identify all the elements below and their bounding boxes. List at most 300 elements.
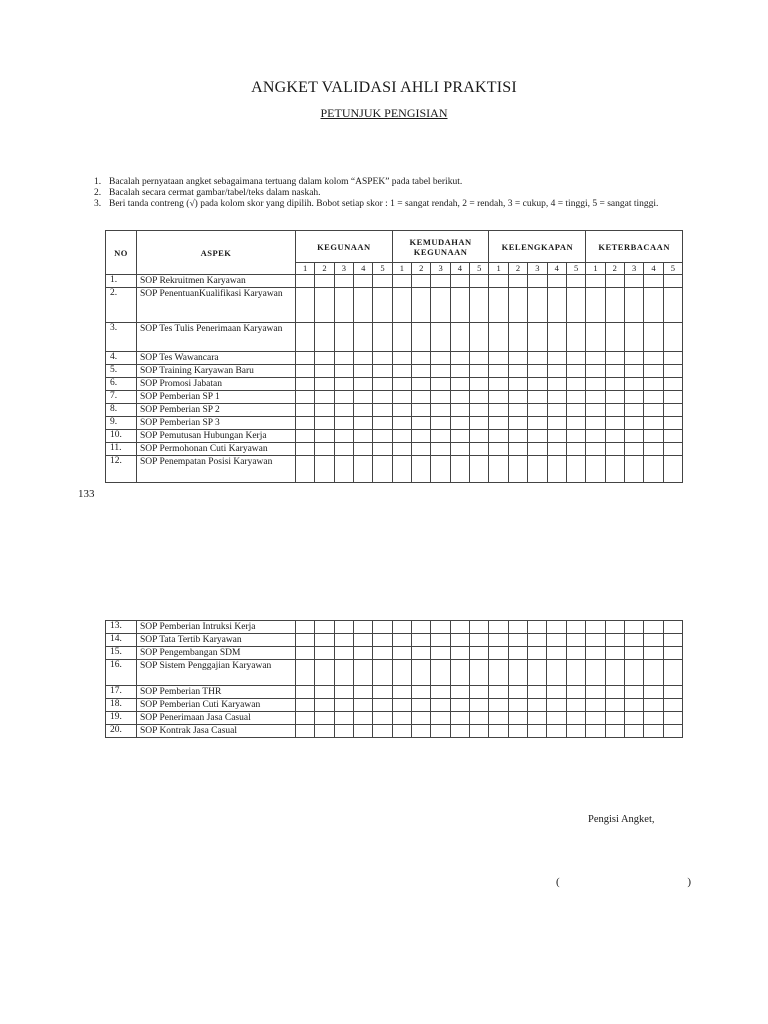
score-checkbox-cell[interactable]: [373, 365, 392, 378]
score-checkbox-cell[interactable]: [605, 456, 624, 483]
score-checkbox-cell[interactable]: [644, 288, 663, 323]
score-checkbox-cell[interactable]: [334, 456, 353, 483]
score-checkbox-cell[interactable]: [586, 621, 605, 634]
score-checkbox-cell[interactable]: [392, 430, 411, 443]
score-checkbox-cell[interactable]: [605, 378, 624, 391]
score-checkbox-cell[interactable]: [470, 699, 489, 712]
score-checkbox-cell[interactable]: [547, 660, 566, 686]
score-checkbox-cell[interactable]: [489, 404, 508, 417]
score-checkbox-cell[interactable]: [354, 443, 373, 456]
score-checkbox-cell[interactable]: [644, 686, 663, 699]
score-checkbox-cell[interactable]: [354, 288, 373, 323]
score-checkbox-cell[interactable]: [450, 323, 469, 352]
score-checkbox-cell[interactable]: [663, 323, 682, 352]
score-checkbox-cell[interactable]: [624, 288, 643, 323]
score-checkbox-cell[interactable]: [431, 686, 450, 699]
score-checkbox-cell[interactable]: [470, 404, 489, 417]
score-checkbox-cell[interactable]: [450, 634, 469, 647]
score-checkbox-cell[interactable]: [547, 647, 566, 660]
score-checkbox-cell[interactable]: [373, 699, 392, 712]
score-checkbox-cell[interactable]: [644, 456, 663, 483]
score-checkbox-cell[interactable]: [489, 430, 508, 443]
score-checkbox-cell[interactable]: [296, 275, 315, 288]
score-checkbox-cell[interactable]: [566, 275, 585, 288]
score-checkbox-cell[interactable]: [508, 417, 527, 430]
score-checkbox-cell[interactable]: [450, 275, 469, 288]
score-checkbox-cell[interactable]: [508, 686, 527, 699]
score-checkbox-cell[interactable]: [586, 430, 605, 443]
score-checkbox-cell[interactable]: [508, 660, 527, 686]
score-checkbox-cell[interactable]: [528, 634, 547, 647]
score-checkbox-cell[interactable]: [450, 699, 469, 712]
score-checkbox-cell[interactable]: [296, 352, 315, 365]
score-checkbox-cell[interactable]: [392, 686, 411, 699]
score-checkbox-cell[interactable]: [392, 378, 411, 391]
score-checkbox-cell[interactable]: [334, 712, 353, 725]
score-checkbox-cell[interactable]: [624, 456, 643, 483]
score-checkbox-cell[interactable]: [431, 634, 450, 647]
score-checkbox-cell[interactable]: [392, 275, 411, 288]
score-checkbox-cell[interactable]: [470, 456, 489, 483]
score-checkbox-cell[interactable]: [566, 417, 585, 430]
score-checkbox-cell[interactable]: [644, 391, 663, 404]
score-checkbox-cell[interactable]: [296, 634, 315, 647]
score-checkbox-cell[interactable]: [412, 443, 431, 456]
score-checkbox-cell[interactable]: [605, 699, 624, 712]
score-checkbox-cell[interactable]: [566, 365, 585, 378]
score-checkbox-cell[interactable]: [528, 275, 547, 288]
score-checkbox-cell[interactable]: [450, 404, 469, 417]
score-checkbox-cell[interactable]: [412, 712, 431, 725]
score-checkbox-cell[interactable]: [296, 365, 315, 378]
score-checkbox-cell[interactable]: [489, 378, 508, 391]
score-checkbox-cell[interactable]: [392, 352, 411, 365]
score-checkbox-cell[interactable]: [663, 352, 682, 365]
score-checkbox-cell[interactable]: [470, 288, 489, 323]
score-checkbox-cell[interactable]: [566, 647, 585, 660]
score-checkbox-cell[interactable]: [663, 417, 682, 430]
score-checkbox-cell[interactable]: [450, 352, 469, 365]
score-checkbox-cell[interactable]: [528, 647, 547, 660]
score-checkbox-cell[interactable]: [644, 712, 663, 725]
score-checkbox-cell[interactable]: [412, 365, 431, 378]
score-checkbox-cell[interactable]: [315, 378, 334, 391]
score-checkbox-cell[interactable]: [296, 647, 315, 660]
score-checkbox-cell[interactable]: [296, 712, 315, 725]
score-checkbox-cell[interactable]: [508, 725, 527, 738]
score-checkbox-cell[interactable]: [392, 621, 411, 634]
score-checkbox-cell[interactable]: [489, 712, 508, 725]
score-checkbox-cell[interactable]: [489, 391, 508, 404]
score-checkbox-cell[interactable]: [624, 391, 643, 404]
score-checkbox-cell[interactable]: [489, 456, 508, 483]
score-checkbox-cell[interactable]: [431, 725, 450, 738]
score-checkbox-cell[interactable]: [296, 404, 315, 417]
score-checkbox-cell[interactable]: [392, 712, 411, 725]
score-checkbox-cell[interactable]: [547, 699, 566, 712]
score-checkbox-cell[interactable]: [547, 365, 566, 378]
score-checkbox-cell[interactable]: [566, 352, 585, 365]
score-checkbox-cell[interactable]: [624, 634, 643, 647]
score-checkbox-cell[interactable]: [489, 621, 508, 634]
score-checkbox-cell[interactable]: [489, 647, 508, 660]
score-checkbox-cell[interactable]: [315, 443, 334, 456]
score-checkbox-cell[interactable]: [586, 288, 605, 323]
score-checkbox-cell[interactable]: [354, 404, 373, 417]
score-checkbox-cell[interactable]: [547, 443, 566, 456]
score-checkbox-cell[interactable]: [373, 660, 392, 686]
score-checkbox-cell[interactable]: [431, 647, 450, 660]
score-checkbox-cell[interactable]: [566, 443, 585, 456]
score-checkbox-cell[interactable]: [334, 430, 353, 443]
score-checkbox-cell[interactable]: [373, 404, 392, 417]
score-checkbox-cell[interactable]: [354, 352, 373, 365]
score-checkbox-cell[interactable]: [566, 430, 585, 443]
score-checkbox-cell[interactable]: [354, 699, 373, 712]
score-checkbox-cell[interactable]: [431, 275, 450, 288]
score-checkbox-cell[interactable]: [450, 417, 469, 430]
score-checkbox-cell[interactable]: [431, 288, 450, 323]
score-checkbox-cell[interactable]: [528, 725, 547, 738]
score-checkbox-cell[interactable]: [470, 275, 489, 288]
score-checkbox-cell[interactable]: [663, 725, 682, 738]
score-checkbox-cell[interactable]: [605, 430, 624, 443]
score-checkbox-cell[interactable]: [470, 378, 489, 391]
score-checkbox-cell[interactable]: [547, 323, 566, 352]
score-checkbox-cell[interactable]: [450, 365, 469, 378]
score-checkbox-cell[interactable]: [586, 699, 605, 712]
score-checkbox-cell[interactable]: [315, 686, 334, 699]
score-checkbox-cell[interactable]: [624, 378, 643, 391]
score-checkbox-cell[interactable]: [412, 378, 431, 391]
score-checkbox-cell[interactable]: [450, 621, 469, 634]
score-checkbox-cell[interactable]: [373, 323, 392, 352]
score-checkbox-cell[interactable]: [508, 621, 527, 634]
score-checkbox-cell[interactable]: [528, 378, 547, 391]
score-checkbox-cell[interactable]: [586, 352, 605, 365]
score-checkbox-cell[interactable]: [547, 621, 566, 634]
score-checkbox-cell[interactable]: [605, 621, 624, 634]
score-checkbox-cell[interactable]: [624, 365, 643, 378]
score-checkbox-cell[interactable]: [644, 699, 663, 712]
score-checkbox-cell[interactable]: [315, 404, 334, 417]
score-checkbox-cell[interactable]: [470, 443, 489, 456]
score-checkbox-cell[interactable]: [547, 686, 566, 699]
score-checkbox-cell[interactable]: [663, 404, 682, 417]
score-checkbox-cell[interactable]: [392, 417, 411, 430]
score-checkbox-cell[interactable]: [470, 634, 489, 647]
score-checkbox-cell[interactable]: [431, 352, 450, 365]
score-checkbox-cell[interactable]: [489, 443, 508, 456]
score-checkbox-cell[interactable]: [392, 288, 411, 323]
score-checkbox-cell[interactable]: [663, 686, 682, 699]
score-checkbox-cell[interactable]: [296, 430, 315, 443]
score-checkbox-cell[interactable]: [373, 443, 392, 456]
score-checkbox-cell[interactable]: [489, 686, 508, 699]
score-checkbox-cell[interactable]: [624, 443, 643, 456]
score-checkbox-cell[interactable]: [566, 686, 585, 699]
score-checkbox-cell[interactable]: [334, 634, 353, 647]
score-checkbox-cell[interactable]: [644, 404, 663, 417]
score-checkbox-cell[interactable]: [373, 391, 392, 404]
score-checkbox-cell[interactable]: [412, 288, 431, 323]
score-checkbox-cell[interactable]: [412, 660, 431, 686]
score-checkbox-cell[interactable]: [547, 275, 566, 288]
score-checkbox-cell[interactable]: [412, 404, 431, 417]
score-checkbox-cell[interactable]: [334, 443, 353, 456]
score-checkbox-cell[interactable]: [528, 660, 547, 686]
score-checkbox-cell[interactable]: [528, 365, 547, 378]
score-checkbox-cell[interactable]: [663, 712, 682, 725]
score-checkbox-cell[interactable]: [508, 712, 527, 725]
score-checkbox-cell[interactable]: [644, 443, 663, 456]
score-checkbox-cell[interactable]: [566, 404, 585, 417]
score-checkbox-cell[interactable]: [315, 456, 334, 483]
score-checkbox-cell[interactable]: [296, 378, 315, 391]
score-checkbox-cell[interactable]: [489, 660, 508, 686]
score-checkbox-cell[interactable]: [528, 323, 547, 352]
score-checkbox-cell[interactable]: [489, 365, 508, 378]
score-checkbox-cell[interactable]: [315, 417, 334, 430]
score-checkbox-cell[interactable]: [412, 417, 431, 430]
score-checkbox-cell[interactable]: [605, 365, 624, 378]
score-checkbox-cell[interactable]: [489, 323, 508, 352]
score-checkbox-cell[interactable]: [528, 391, 547, 404]
score-checkbox-cell[interactable]: [605, 443, 624, 456]
score-checkbox-cell[interactable]: [392, 725, 411, 738]
score-checkbox-cell[interactable]: [450, 443, 469, 456]
score-checkbox-cell[interactable]: [392, 660, 411, 686]
score-checkbox-cell[interactable]: [566, 391, 585, 404]
score-checkbox-cell[interactable]: [528, 417, 547, 430]
score-checkbox-cell[interactable]: [644, 725, 663, 738]
score-checkbox-cell[interactable]: [624, 430, 643, 443]
score-checkbox-cell[interactable]: [547, 378, 566, 391]
score-checkbox-cell[interactable]: [489, 725, 508, 738]
score-checkbox-cell[interactable]: [392, 443, 411, 456]
score-checkbox-cell[interactable]: [450, 430, 469, 443]
score-checkbox-cell[interactable]: [315, 323, 334, 352]
score-checkbox-cell[interactable]: [528, 352, 547, 365]
score-checkbox-cell[interactable]: [586, 725, 605, 738]
score-checkbox-cell[interactable]: [586, 647, 605, 660]
score-checkbox-cell[interactable]: [373, 456, 392, 483]
score-checkbox-cell[interactable]: [373, 288, 392, 323]
score-checkbox-cell[interactable]: [431, 430, 450, 443]
score-checkbox-cell[interactable]: [586, 686, 605, 699]
score-checkbox-cell[interactable]: [644, 275, 663, 288]
score-checkbox-cell[interactable]: [663, 647, 682, 660]
score-checkbox-cell[interactable]: [392, 404, 411, 417]
score-checkbox-cell[interactable]: [663, 456, 682, 483]
score-checkbox-cell[interactable]: [334, 417, 353, 430]
score-checkbox-cell[interactable]: [566, 634, 585, 647]
score-checkbox-cell[interactable]: [663, 378, 682, 391]
score-checkbox-cell[interactable]: [354, 378, 373, 391]
score-checkbox-cell[interactable]: [412, 275, 431, 288]
score-checkbox-cell[interactable]: [315, 430, 334, 443]
score-checkbox-cell[interactable]: [547, 712, 566, 725]
score-checkbox-cell[interactable]: [334, 647, 353, 660]
score-checkbox-cell[interactable]: [566, 660, 585, 686]
score-checkbox-cell[interactable]: [315, 712, 334, 725]
score-checkbox-cell[interactable]: [624, 712, 643, 725]
score-checkbox-cell[interactable]: [470, 352, 489, 365]
score-checkbox-cell[interactable]: [431, 391, 450, 404]
score-checkbox-cell[interactable]: [624, 352, 643, 365]
score-checkbox-cell[interactable]: [315, 352, 334, 365]
score-checkbox-cell[interactable]: [450, 456, 469, 483]
score-checkbox-cell[interactable]: [489, 417, 508, 430]
score-checkbox-cell[interactable]: [605, 725, 624, 738]
score-checkbox-cell[interactable]: [528, 288, 547, 323]
score-checkbox-cell[interactable]: [373, 417, 392, 430]
score-checkbox-cell[interactable]: [354, 725, 373, 738]
score-checkbox-cell[interactable]: [296, 391, 315, 404]
score-checkbox-cell[interactable]: [528, 712, 547, 725]
score-checkbox-cell[interactable]: [586, 404, 605, 417]
score-checkbox-cell[interactable]: [392, 323, 411, 352]
score-checkbox-cell[interactable]: [373, 621, 392, 634]
score-checkbox-cell[interactable]: [605, 352, 624, 365]
score-checkbox-cell[interactable]: [315, 621, 334, 634]
score-checkbox-cell[interactable]: [334, 352, 353, 365]
score-checkbox-cell[interactable]: [605, 323, 624, 352]
score-checkbox-cell[interactable]: [450, 391, 469, 404]
score-checkbox-cell[interactable]: [431, 378, 450, 391]
score-checkbox-cell[interactable]: [508, 634, 527, 647]
score-checkbox-cell[interactable]: [334, 621, 353, 634]
score-checkbox-cell[interactable]: [508, 288, 527, 323]
score-checkbox-cell[interactable]: [508, 456, 527, 483]
score-checkbox-cell[interactable]: [547, 456, 566, 483]
score-checkbox-cell[interactable]: [334, 288, 353, 323]
score-checkbox-cell[interactable]: [566, 378, 585, 391]
score-checkbox-cell[interactable]: [412, 725, 431, 738]
score-checkbox-cell[interactable]: [663, 660, 682, 686]
score-checkbox-cell[interactable]: [624, 725, 643, 738]
score-checkbox-cell[interactable]: [431, 456, 450, 483]
score-checkbox-cell[interactable]: [334, 378, 353, 391]
score-checkbox-cell[interactable]: [508, 404, 527, 417]
score-checkbox-cell[interactable]: [663, 430, 682, 443]
score-checkbox-cell[interactable]: [489, 288, 508, 323]
score-checkbox-cell[interactable]: [566, 699, 585, 712]
score-checkbox-cell[interactable]: [334, 725, 353, 738]
score-checkbox-cell[interactable]: [605, 660, 624, 686]
score-checkbox-cell[interactable]: [373, 686, 392, 699]
score-checkbox-cell[interactable]: [508, 275, 527, 288]
score-checkbox-cell[interactable]: [334, 275, 353, 288]
score-checkbox-cell[interactable]: [508, 323, 527, 352]
score-checkbox-cell[interactable]: [586, 660, 605, 686]
score-checkbox-cell[interactable]: [586, 391, 605, 404]
score-checkbox-cell[interactable]: [547, 430, 566, 443]
score-checkbox-cell[interactable]: [586, 443, 605, 456]
score-checkbox-cell[interactable]: [354, 621, 373, 634]
score-checkbox-cell[interactable]: [431, 712, 450, 725]
score-checkbox-cell[interactable]: [644, 417, 663, 430]
score-checkbox-cell[interactable]: [315, 365, 334, 378]
score-checkbox-cell[interactable]: [508, 352, 527, 365]
score-checkbox-cell[interactable]: [586, 323, 605, 352]
score-checkbox-cell[interactable]: [315, 725, 334, 738]
score-checkbox-cell[interactable]: [528, 443, 547, 456]
score-checkbox-cell[interactable]: [586, 365, 605, 378]
score-checkbox-cell[interactable]: [412, 686, 431, 699]
score-checkbox-cell[interactable]: [605, 391, 624, 404]
score-checkbox-cell[interactable]: [566, 725, 585, 738]
score-checkbox-cell[interactable]: [354, 634, 373, 647]
score-checkbox-cell[interactable]: [373, 634, 392, 647]
score-checkbox-cell[interactable]: [334, 391, 353, 404]
score-checkbox-cell[interactable]: [296, 621, 315, 634]
score-checkbox-cell[interactable]: [624, 323, 643, 352]
score-checkbox-cell[interactable]: [528, 430, 547, 443]
score-checkbox-cell[interactable]: [663, 275, 682, 288]
score-checkbox-cell[interactable]: [528, 456, 547, 483]
score-checkbox-cell[interactable]: [489, 634, 508, 647]
score-checkbox-cell[interactable]: [431, 404, 450, 417]
score-checkbox-cell[interactable]: [354, 365, 373, 378]
score-checkbox-cell[interactable]: [605, 712, 624, 725]
score-checkbox-cell[interactable]: [528, 621, 547, 634]
score-checkbox-cell[interactable]: [586, 456, 605, 483]
score-checkbox-cell[interactable]: [663, 621, 682, 634]
score-checkbox-cell[interactable]: [412, 352, 431, 365]
score-checkbox-cell[interactable]: [644, 323, 663, 352]
score-checkbox-cell[interactable]: [508, 430, 527, 443]
score-checkbox-cell[interactable]: [547, 391, 566, 404]
score-checkbox-cell[interactable]: [315, 391, 334, 404]
score-checkbox-cell[interactable]: [644, 365, 663, 378]
score-checkbox-cell[interactable]: [296, 288, 315, 323]
score-checkbox-cell[interactable]: [296, 323, 315, 352]
score-checkbox-cell[interactable]: [663, 634, 682, 647]
score-checkbox-cell[interactable]: [644, 430, 663, 443]
score-checkbox-cell[interactable]: [392, 647, 411, 660]
score-checkbox-cell[interactable]: [373, 352, 392, 365]
score-checkbox-cell[interactable]: [431, 417, 450, 430]
score-checkbox-cell[interactable]: [624, 686, 643, 699]
score-checkbox-cell[interactable]: [412, 699, 431, 712]
score-checkbox-cell[interactable]: [470, 323, 489, 352]
score-checkbox-cell[interactable]: [450, 725, 469, 738]
score-checkbox-cell[interactable]: [605, 634, 624, 647]
score-checkbox-cell[interactable]: [315, 699, 334, 712]
score-checkbox-cell[interactable]: [373, 712, 392, 725]
score-checkbox-cell[interactable]: [334, 660, 353, 686]
score-checkbox-cell[interactable]: [296, 699, 315, 712]
score-checkbox-cell[interactable]: [412, 621, 431, 634]
score-checkbox-cell[interactable]: [296, 725, 315, 738]
score-checkbox-cell[interactable]: [354, 430, 373, 443]
score-checkbox-cell[interactable]: [373, 430, 392, 443]
score-checkbox-cell[interactable]: [547, 352, 566, 365]
score-checkbox-cell[interactable]: [334, 323, 353, 352]
score-checkbox-cell[interactable]: [354, 712, 373, 725]
score-checkbox-cell[interactable]: [624, 275, 643, 288]
score-checkbox-cell[interactable]: [354, 275, 373, 288]
score-checkbox-cell[interactable]: [508, 365, 527, 378]
score-checkbox-cell[interactable]: [624, 660, 643, 686]
score-checkbox-cell[interactable]: [547, 404, 566, 417]
score-checkbox-cell[interactable]: [566, 456, 585, 483]
score-checkbox-cell[interactable]: [624, 699, 643, 712]
score-checkbox-cell[interactable]: [566, 288, 585, 323]
score-checkbox-cell[interactable]: [663, 443, 682, 456]
score-checkbox-cell[interactable]: [547, 288, 566, 323]
